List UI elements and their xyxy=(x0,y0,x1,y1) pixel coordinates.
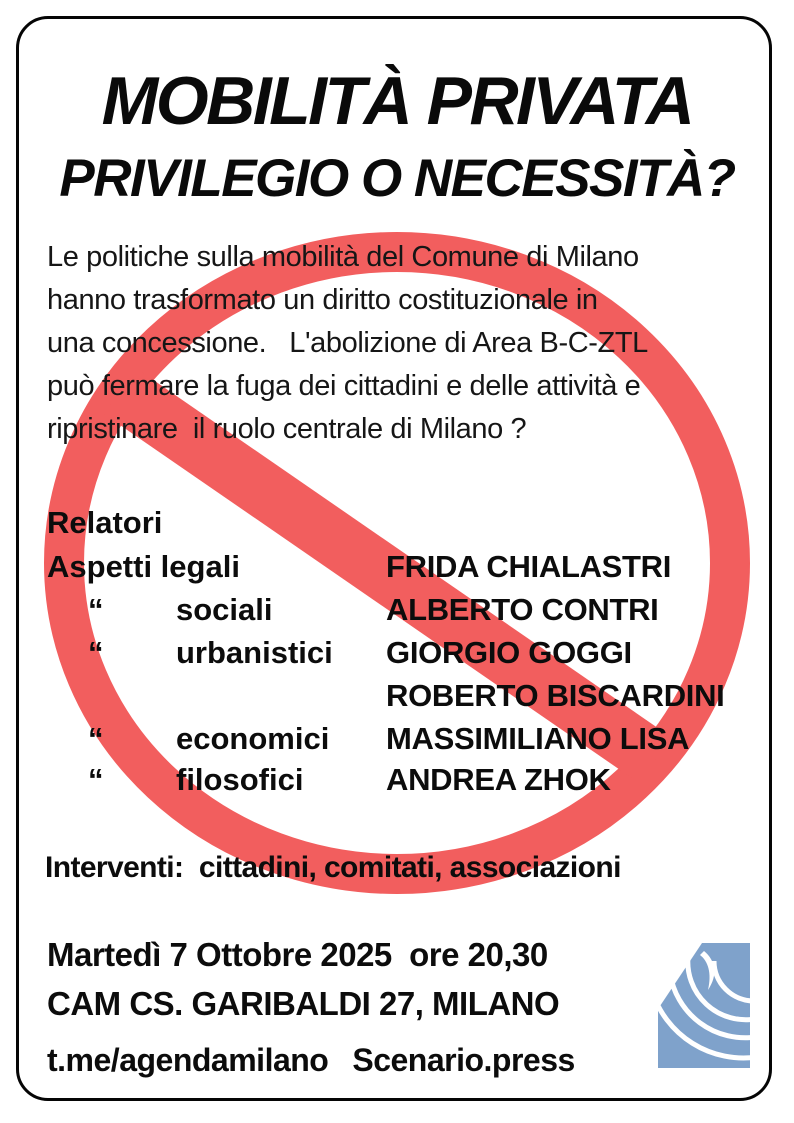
ditto-mark: “ xyxy=(88,592,104,627)
intro-line: può fermare la fuga dei cittadini e delle attività e xyxy=(47,370,641,402)
intro-line: ripristinare il ruolo centrale di Milano ? xyxy=(47,413,527,445)
speaker-topic: economici xyxy=(176,721,330,756)
speaker-topic: filosofici xyxy=(176,762,304,797)
page-title: MOBILITÀ PRIVATA xyxy=(101,63,693,139)
interventi-line: Interventi: cittadini, comitati, associazioni xyxy=(45,851,621,884)
contact-links xyxy=(47,1042,575,1079)
speaker-row xyxy=(0,678,794,721)
speaker-topic: Aspetti legali xyxy=(47,549,240,584)
telegram-link: t.me/agendamilano xyxy=(47,1042,329,1078)
ditto-mark: “ xyxy=(88,762,104,797)
speakers-heading: Relatori xyxy=(47,505,163,540)
page-subtitle: PRIVILEGIO O NECESSITÀ? xyxy=(59,149,735,208)
intro-line: hanno trasformato un diritto costituzionale in xyxy=(47,284,598,316)
ditto-mark: “ xyxy=(88,635,104,670)
speaker-row xyxy=(0,549,794,592)
speaker-topic: sociali xyxy=(176,592,273,627)
speaker-name: GIORGIO GOGGI xyxy=(386,635,632,670)
intro-line: una concessione. L'abolizione di Area B-C-ZTL xyxy=(47,327,648,359)
scenario-press-link: Scenario.press xyxy=(352,1042,575,1078)
speaker-name: MASSIMILIANO LISA xyxy=(386,721,690,756)
event-venue: CAM CS. GARIBALDI 27, MILANO xyxy=(47,985,560,1022)
ditto-mark: “ xyxy=(88,721,104,756)
speaker-name: ROBERTO BISCARDINI xyxy=(386,678,725,713)
speaker-name: ANDREA ZHOK xyxy=(386,762,611,797)
speaker-row xyxy=(0,635,794,678)
speaker-name: FRIDA CHIALASTRI xyxy=(386,549,672,584)
event-datetime: Martedì 7 Ottobre 2025 ore 20,30 xyxy=(47,936,548,973)
speaker-row xyxy=(0,762,794,805)
intro-paragraph xyxy=(47,236,648,451)
scenario-logo xyxy=(658,943,750,1068)
speaker-name: ALBERTO CONTRI xyxy=(386,592,659,627)
intro-line: Le politiche sulla mobilità del Comune di Milano xyxy=(47,241,639,273)
speaker-topic: urbanistici xyxy=(176,635,333,670)
speaker-row xyxy=(0,592,794,635)
speaker-row xyxy=(0,721,794,764)
